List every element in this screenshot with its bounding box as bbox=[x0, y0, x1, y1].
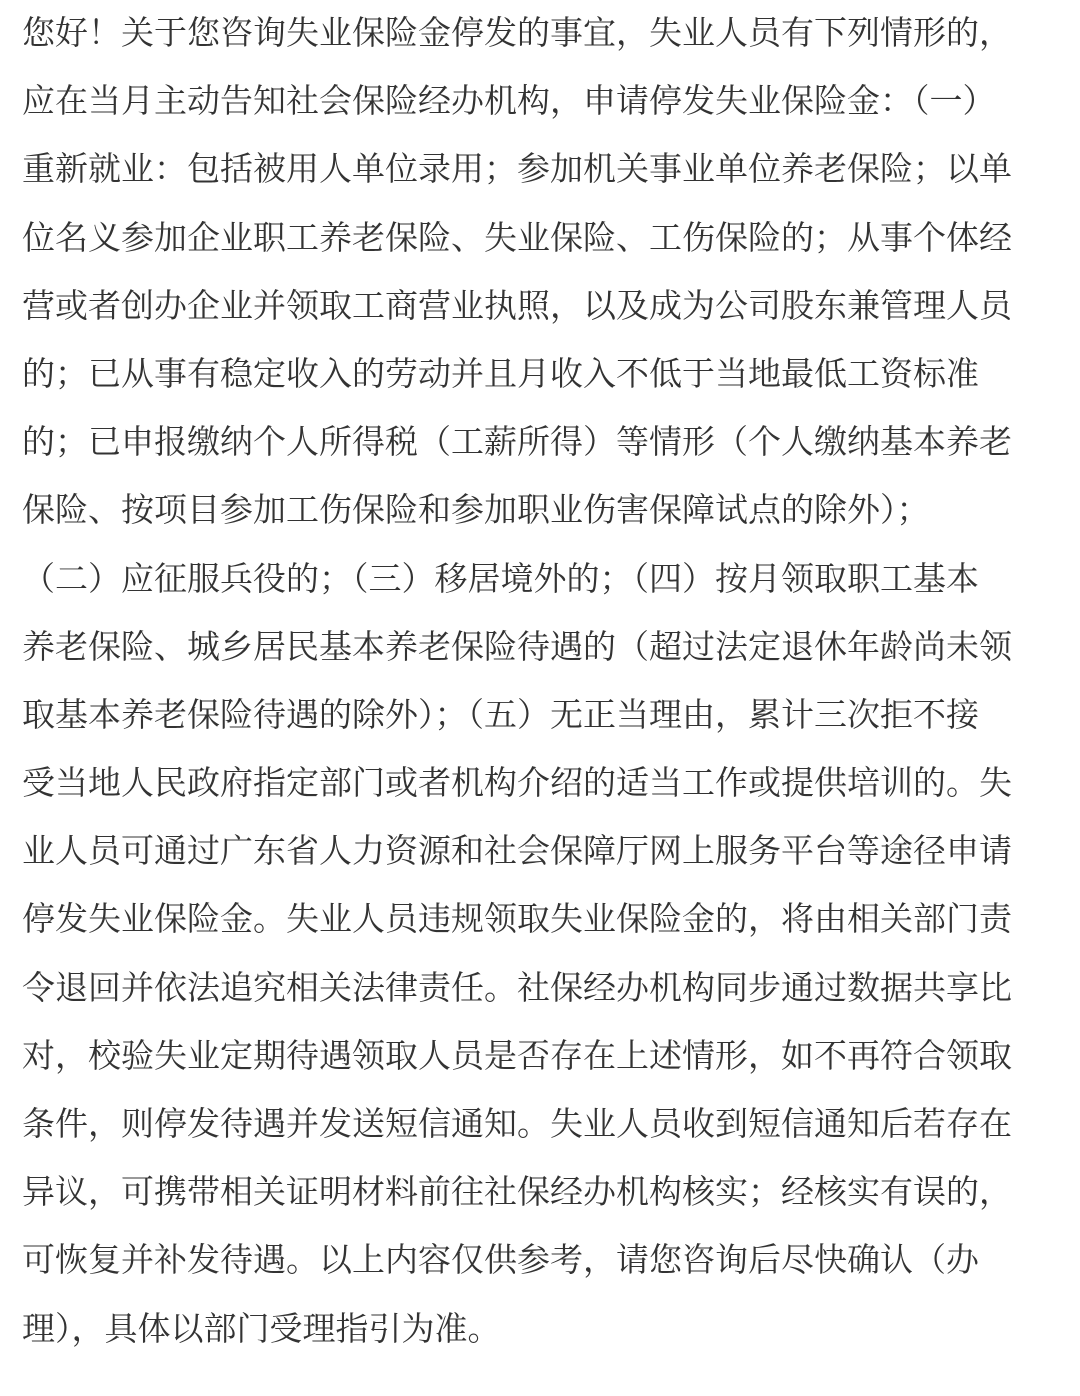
text-line: 可恢复并补发待遇。以上内容仅供参考，请您咨询后尽快确认（办 bbox=[22, 1240, 979, 1280]
text-line: 保险、按项目参加工伤保险和参加职业伤害保障试点的除外）； bbox=[22, 490, 930, 530]
text-line: 受当地人民政府指定部门或者机构介绍的适当工作或提供培训的。失 bbox=[22, 763, 1012, 803]
text-line: 对，校验失业定期待遇领取人员是否存在上述情形，如不再符合领取 bbox=[22, 1035, 1012, 1075]
text-line: 营或者创办企业并领取工商营业执照，以及成为公司股东兼管理人员 bbox=[22, 285, 1012, 325]
text-line: 取基本养老保险待遇的除外）；（五）无正当理由，累计三次拒不接 bbox=[22, 694, 979, 734]
text-line: 异议，可携带相关证明材料前往社保经办机构核实；经核实有误的， bbox=[22, 1172, 1012, 1212]
text-line: 理），具体以部门受理指引为准。 bbox=[22, 1308, 501, 1348]
text-line: 条件，则停发待遇并发送短信通知。失业人员收到短信通知后若存在 bbox=[22, 1104, 1012, 1143]
document-body bbox=[22, 0, 1072, 1363]
text-line: 的；已从事有稳定收入的劳动并且月收入不低于当地最低工资标准 bbox=[22, 353, 979, 393]
text-line: 应在当月主动告知社会保险经办机构，申请停发失业保险金：（一） bbox=[22, 81, 996, 121]
text-line: 的；已申报缴纳个人所得税（工薪所得）等情形（个人缴纳基本养老 bbox=[22, 422, 1012, 462]
text-line: 业人员可通过广东省人力资源和社会保障厅网上服务平台等途径申请 bbox=[22, 831, 1012, 871]
text-line: 令退回并依法追究相关法律责任。社保经办机构同步通过数据共享比 bbox=[22, 967, 1012, 1007]
text-line: 位名义参加企业职工养老保险、失业保险、工伤保险的；从事个体经 bbox=[22, 217, 1012, 257]
text-line: 养老保险、城乡居民基本养老保险待遇的（超过法定退休年龄尚未领 bbox=[22, 626, 1012, 666]
text-line: （二）应征服兵役的；（三）移居境外的；（四）按月领取职工基本 bbox=[22, 558, 979, 598]
text-line: 停发失业保险金。失业人员违规领取失业保险金的，将由相关部门责 bbox=[22, 899, 1012, 939]
text-line: 您好！关于您咨询失业保险金停发的事宜，失业人员有下列情形的， bbox=[22, 13, 1012, 52]
text-line: 重新就业：包括被用人单位录用；参加机关事业单位养老保险；以单 bbox=[22, 149, 1012, 189]
